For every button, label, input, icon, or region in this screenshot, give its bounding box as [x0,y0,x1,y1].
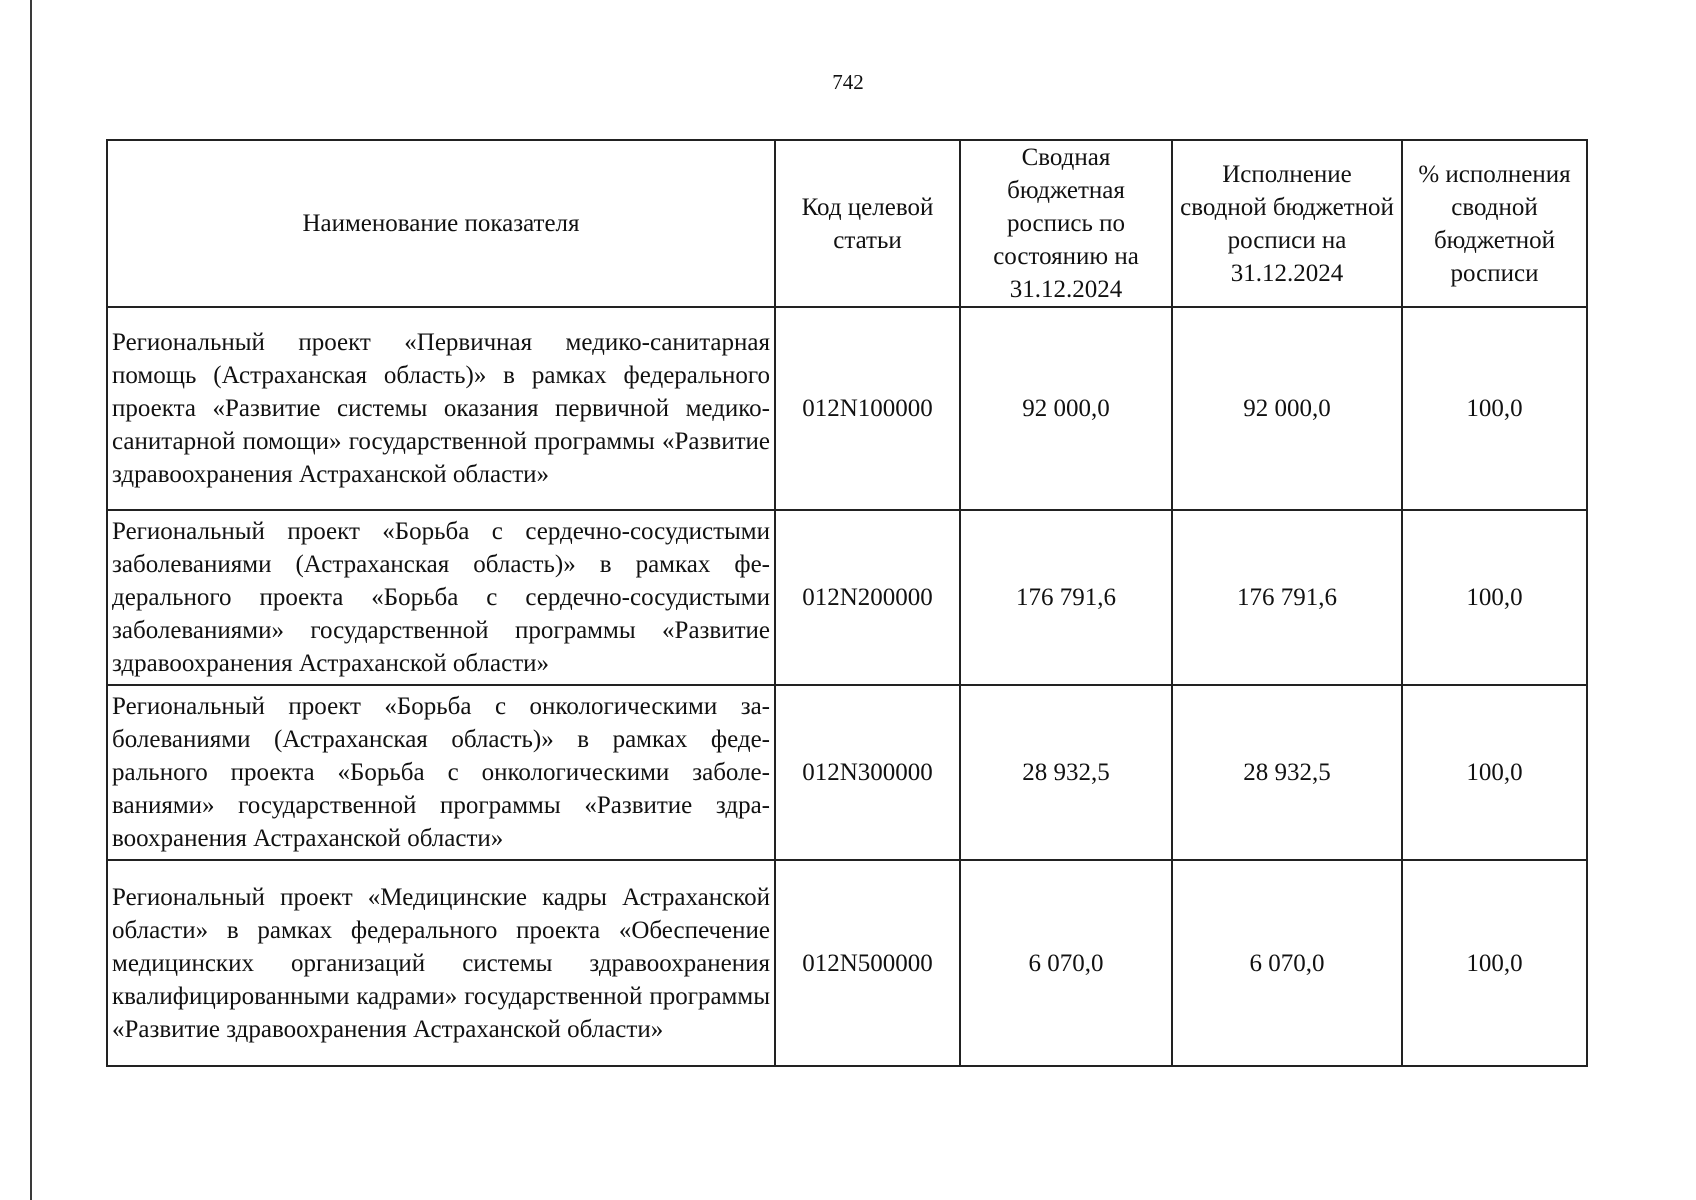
row-name: Региональный проект «Борьба с сердечно-сосудистыми заболеваниями (Астраханская область)» в рамках федерального проекта «Борьба с сердечно-сосудистыми заболеваниями» государственной программы «Развитие здравоохранения Астраханской области» [107,510,775,685]
row-pct: 100,0 [1402,685,1587,860]
row-pct: 100,0 [1402,860,1587,1066]
row-code: 012N100000 [775,307,960,510]
row-code: 012N500000 [775,860,960,1066]
row-exec: 6 070,0 [1172,860,1402,1066]
row-name: Региональный проект «Борьба с онкологическими заболеваниями (Астраханская область)» в рамках федерального проекта «Борьба с онкологическими заболеваниями» государственной программы «Развитие здравоохранения Астраханской области» [107,685,775,860]
table-row [107,510,1587,685]
header-code: Код целевой статьи [775,140,960,307]
header-name: Наименование показателя [107,140,775,307]
row-plan: 28 932,5 [960,685,1172,860]
header-plan: Сводная бюджетная роспись по состоянию на 31.12.2024 [960,140,1172,307]
row-code: 012N200000 [775,510,960,685]
row-plan: 176 791,6 [960,510,1172,685]
row-exec: 92 000,0 [1172,307,1402,510]
header-pct: % исполнения сводной бюджетной росписи [1402,140,1587,307]
row-plan: 6 070,0 [960,860,1172,1066]
table-row [107,860,1587,1066]
row-exec: 28 932,5 [1172,685,1402,860]
budget-table [106,139,1588,1067]
row-name: Региональный проект «Медицинские кадры Астраханской области» в рамках федерального проекта «Обеспечение медицинских организаций системы здравоохранения квалифицированными кадрами» государственной программы «Развитие здравоохранения Астраханской области» [107,860,775,1066]
table-row [107,685,1587,860]
row-plan: 92 000,0 [960,307,1172,510]
header-exec: Исполнение сводной бюджетной росписи на 31.12.2024 [1172,140,1402,307]
row-pct: 100,0 [1402,307,1587,510]
row-code: 012N300000 [775,685,960,860]
page-number: 742 [832,70,864,94]
row-exec: 176 791,6 [1172,510,1402,685]
table-row [107,307,1587,510]
row-pct: 100,0 [1402,510,1587,685]
row-name: Региональный проект «Первичная медико-санитарная помощь (Астраханская область)» в рамках федерального проекта «Развитие системы оказания первичной медико-санитарной помощи» государственной программы «Развитие здравоохранения Астраханской области» [107,307,775,510]
scan-edge-line [30,0,32,1200]
header-row [107,140,1587,307]
